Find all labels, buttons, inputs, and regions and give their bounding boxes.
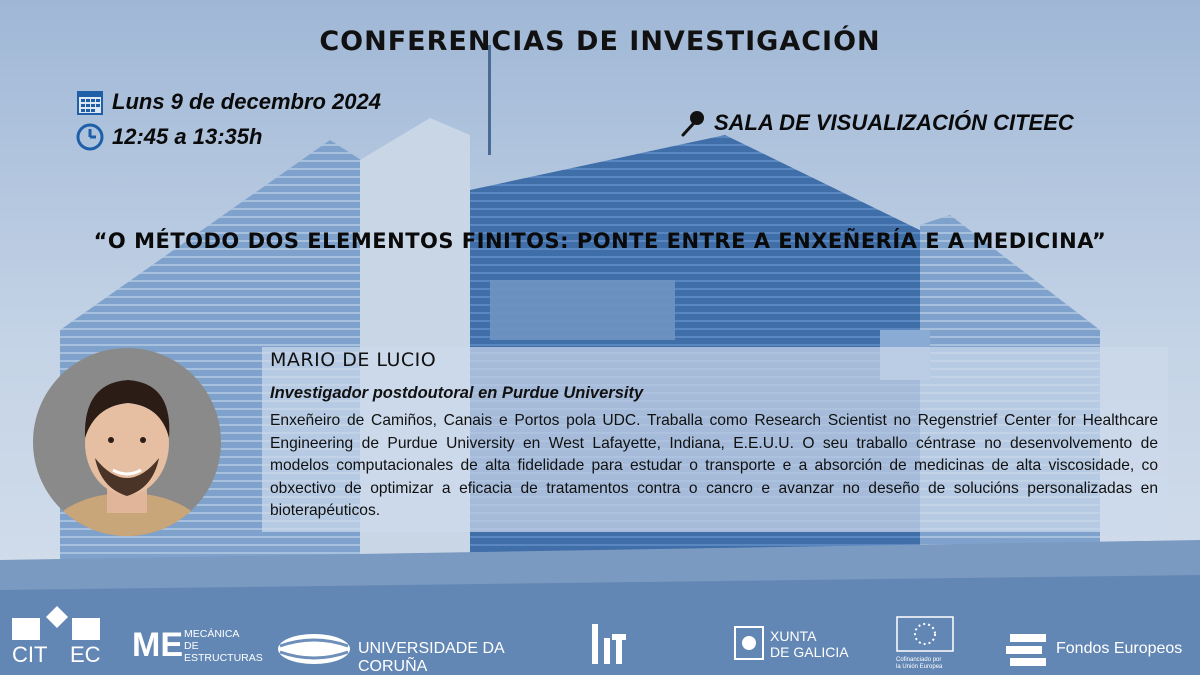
xunta-line2: DE GALICIA — [770, 644, 849, 660]
talk-title: “O MÉTODO DOS ELEMENTOS FINITOS: PONTE ENTRE A ENXEÑERÍA E A MEDICINA” — [93, 229, 1107, 253]
page-title: CONFERENCIAS DE INVESTIGACIÓN — [319, 26, 881, 57]
event-date: Luns 9 de decembro 2024 — [112, 89, 381, 114]
udc-logo-mark — [276, 632, 352, 666]
event-time: 12:45 a 13:35h — [112, 124, 263, 149]
event-time-row — [76, 123, 262, 151]
mecanica-logo — [132, 628, 262, 668]
eu-logo — [896, 616, 958, 674]
hospital-logo-icon — [588, 620, 628, 670]
clock-icon — [76, 123, 104, 151]
speaker-bio: Enxeñeiro de Camiños, Canais e Portos pola UDC. Traballa como Research Scientist no Regenstrief Center for Healthcare Engineering de Purdue University en West Lafayette, Indiana, E.E.U.U. O seu traballo céntrase no desenvolvemento de modelos computacionales de alta fidelidade para estudar o transporte e a absorción de medicinas de alta viscosidade, co obxectivo de optimizar a eficacia de tratamentos contra o cancro e avanzar no deseño de solucións personalizadas en bioterapéuticos. — [270, 412, 1158, 519]
fondos-europeos-icon — [1006, 630, 1050, 670]
map-pin-icon — [678, 108, 708, 138]
fondos-europeos-text: Fondos Europeos — [1056, 640, 1183, 657]
event-location: SALA DE VISUALIZACIÓN CITEEC — [714, 110, 1074, 135]
speaker-photo — [33, 348, 221, 536]
citeec-logo — [12, 600, 102, 670]
citeec-logo-right: EC — [70, 642, 101, 667]
event-location-row — [678, 108, 1074, 138]
mecanica-logo-mark: ME — [132, 626, 183, 664]
udc-logo-text: UNIVERSIDADE DA CORUÑA — [358, 640, 504, 675]
citeec-logo-left: CIT — [12, 642, 48, 667]
mecanica-line3: ESTRUCTURAS — [184, 652, 263, 664]
udc-logo — [276, 630, 566, 675]
speaker-name: MARIO DE LUCIO — [270, 349, 437, 371]
eu-line1: Cofinanciado por — [896, 657, 942, 663]
xunta-line1: XUNTA — [770, 628, 817, 644]
xunta-crest-icon — [734, 626, 764, 660]
xunta-logo — [734, 626, 854, 666]
eu-line2: la Unión Europea — [896, 664, 943, 670]
calendar-icon — [76, 88, 104, 116]
speaker-role: Investigador postdoutoral en Purdue University — [270, 384, 644, 402]
eu-flag-icon — [896, 616, 954, 652]
mecanica-line1: MECÁNICA — [184, 628, 240, 640]
event-date-row — [76, 88, 381, 116]
mecanica-line2: DE — [184, 640, 199, 652]
footer-logos — [0, 600, 1200, 675]
